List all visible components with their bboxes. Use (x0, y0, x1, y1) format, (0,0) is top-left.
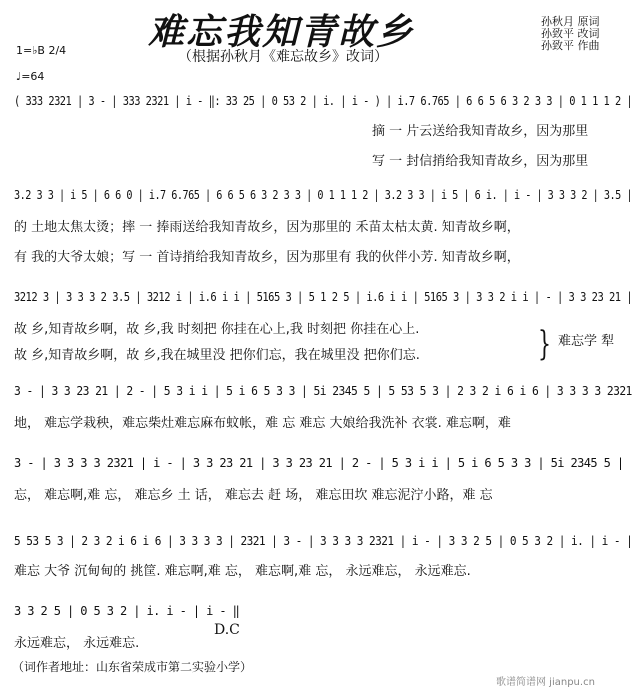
credit-composer: 孙致平 作曲 (541, 39, 600, 52)
tempo-mark: ♩=64 (16, 70, 45, 83)
notation-row-4: 3 - | 3 3 23 21 | 2 - | 5 3 i i | 5 i 6 5 3 3 | 5i 2345 5 | 5 53 5 3 | 2 3 2 i 6 i 6 | 3 3 3 3 2321 (14, 384, 632, 398)
credit-lyricist: 孙秋月 原词 (541, 15, 600, 28)
page-title: 难忘我知青故乡 (148, 11, 415, 53)
lyric-row-4: 地， 难忘学栽秧，难忘柴灶难忘麻布蚊帐，难 忘 难忘 大娘给我洗补 衣裳. 难忘啊，难 (14, 416, 511, 431)
notation-row-1: ( 333 2321 | 3 - | 333 2321 | i - ‖: 33 25 | 0 53 2 | i. | i - ) | i.7 6.765 | 6 6 5 6 3 2 3 3 | 0 1 1 1 2 | (14, 94, 633, 108)
lyric-row-3b: 故 乡,知青故乡啊，故 乡,我在城里没 把你们忘，我在城里没 把你们忘. (14, 348, 420, 363)
notation-row-6: 5 53 5 3 | 2 3 2 i 6 i 6 | 3 3 3 3 | 2321 | 3 - | 3 3 3 3 2321 | i - | 3 3 2 5 | 0 5 3 2 | i. | i - | (14, 534, 633, 548)
notation-row-3: 3212 3 | 3 3 3 2 3.5 | 3212 i | i.6 i i | 5165 3 | 5 1 2 5 | i.6 i i | 5165 3 | 3 3 2 i i | - | 3 3 23 21 | (14, 290, 633, 304)
lyric-row-1a: 摘 一 片云送给我知青故乡，因为那里 (372, 124, 589, 139)
lyric-row-6: 难忘 大爷 沉甸甸的 挑筐. 难忘啊,难 忘， 难忘啊,难 忘， 永远难忘， 永远难忘. (14, 564, 471, 579)
notation-row-7: 3 3 2 5 | 0 5 3 2 | i. i - | i - ‖ (14, 604, 240, 618)
lyric-row-3a: 故 乡,知青故乡啊，故 乡,我 时刻把 你挂在心上,我 时刻把 你挂在心上. (14, 322, 420, 337)
credits (541, 16, 600, 52)
lyric-row-7: 永远难忘， 永远难忘. (14, 636, 140, 651)
lyricist-address: （词作者地址：山东省荣成市第二实验小学） (12, 660, 253, 674)
lyric-row-5: 忘， 难忘啊,难 忘， 难忘乡 土 话， 难忘去 赶 场， 难忘田坎 难忘泥泞小路，难 忘 (14, 488, 493, 503)
watermark: 歌谱简谱网 jianpu.cn (496, 677, 595, 688)
credit-adapter: 孙致平 改词 (541, 27, 600, 40)
key-signature: 1=♭B 2/4 (16, 44, 67, 57)
notation-row-5: 3 - | 3 3 3 3 2321 | i - | 3 3 23 21 | 3 3 23 21 | 2 - | 5 3 i i | 5 i 6 5 3 3 | 5i 2345 5 | (14, 456, 624, 470)
verse-brace: } (538, 324, 551, 364)
page-subtitle: （根据孙秋月《难忘故乡》改词） (178, 49, 388, 65)
lyric-row-1b: 写 一 封信捎给我知青故乡，因为那里 (372, 154, 589, 169)
da-capo-mark: D.C (214, 622, 240, 638)
lyric-row-2a: 的 土地太焦太烫；摔 一 捧雨送给我知青故乡，因为那里的 禾苗太枯太黄. 知青故乡啊， (14, 220, 520, 235)
lyric-row-2b: 有 我的大爷太娘；写 一 首诗捎给我知青故乡，因为那里有 我的伙伴小芳. 知青故乡啊， (14, 250, 520, 265)
side-lyric: 难忘学 犁 (558, 334, 615, 349)
notation-row-2: 3.2 3 3 | i 5 | 6 6 0 | i.7 6.765 | 6 6 5 6 3 2 3 3 | 0 1 1 1 2 | 3.2 3 3 | i 5 | 6 i. | i - | 3 3 3 2 | 3.5 | (14, 188, 632, 202)
